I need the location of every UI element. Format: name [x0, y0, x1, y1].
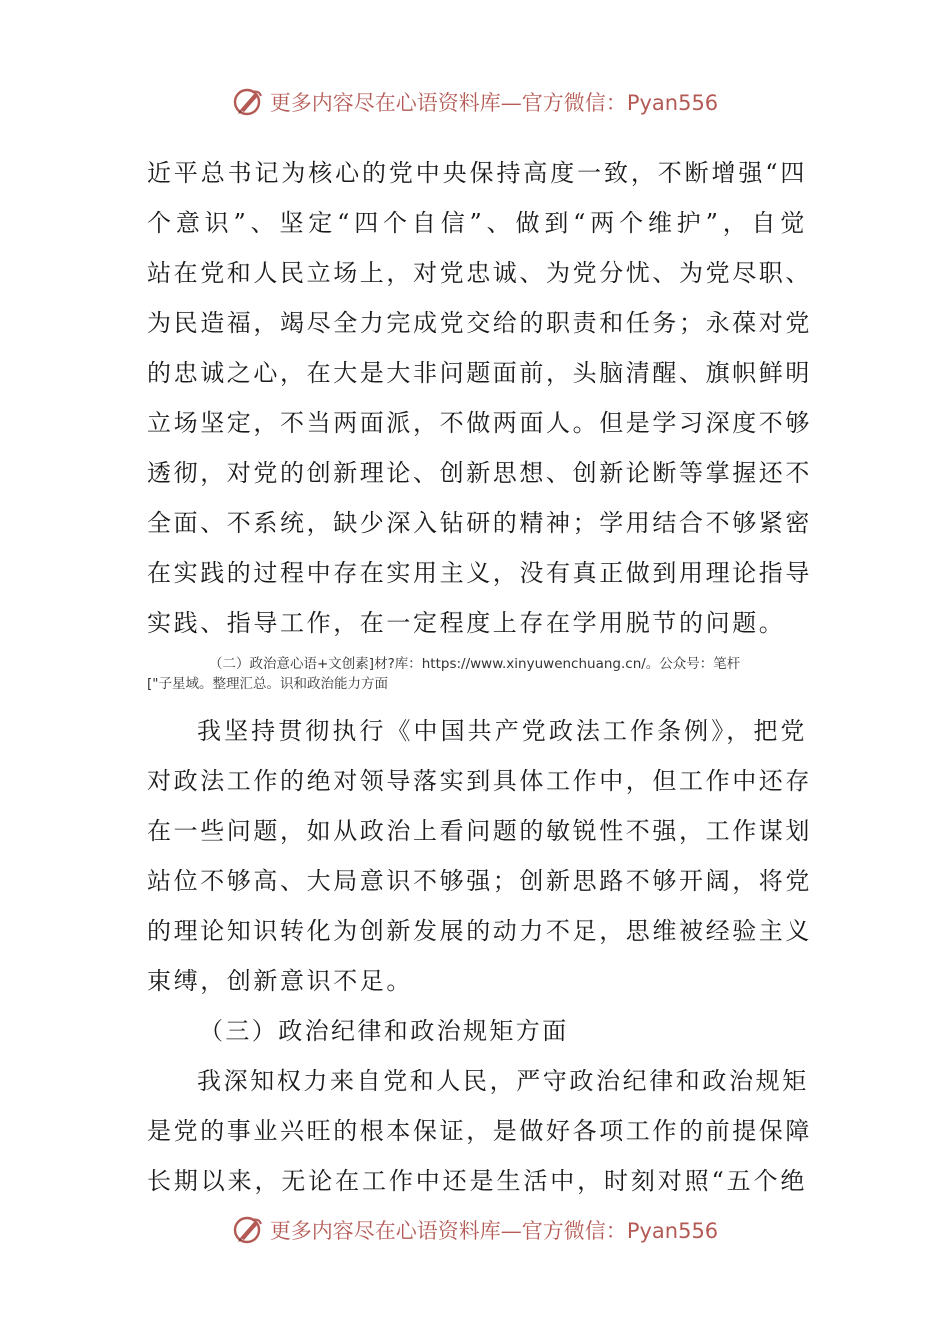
body-line: 立场坚定，不当两面派，不做两面人。但是学习深度不够	[147, 409, 812, 437]
body-line: 为民造福，竭尽全力完成党交给的职责和任务；永葆对党	[147, 309, 812, 337]
watermark-banner-top	[0, 80, 950, 124]
body-line: 是党的事业兴旺的根本保证，是做好各项工作的前提保障	[147, 1117, 812, 1145]
document-body	[147, 148, 812, 1206]
paragraph-1	[147, 148, 812, 648]
body-line: 个意识”、坚定“四个自信”、做到“两个维护”，自觉	[147, 209, 807, 237]
body-line: 在实践的过程中存在实用主义，没有真正做到用理论指导	[147, 559, 812, 587]
watermark-text	[270, 1215, 718, 1245]
body-line: 长期以来，无论在工作中还是生活中，时刻对照“五个绝	[147, 1167, 807, 1195]
body-line: 我深知权力来自党和人民，严守政治纪律和政治规矩	[197, 1067, 809, 1095]
inserted-note	[147, 654, 807, 694]
body-line: 在一些问题，如从政治上看问题的敏锐性不强，工作谋划	[147, 817, 812, 845]
pen-logo-icon	[232, 86, 264, 118]
body-line: 实践、指导工作，在一定程度上存在学用脱节的问题。	[147, 609, 786, 637]
body-line: 站位不够高、大局意识不够强；创新思路不够开阔，将党	[147, 867, 812, 895]
watermark-wechat-id: Pyan556	[626, 1219, 719, 1243]
body-line: 的理论知识转化为创新发展的动力不足，思维被经验主义	[147, 917, 812, 945]
paragraph-2	[147, 706, 812, 1006]
body-line: 我坚持贯彻执行《中国共产党政法工作条例》，把党	[197, 717, 807, 745]
watermark-banner-bottom	[0, 1208, 950, 1252]
note-line: （二）政治意心语+文创素]材?库：https://www.xinyuwenchuang.cn/。公众号：笔杆	[209, 656, 741, 672]
note-line: ["子星域。整理汇总。识和政治能力方面	[147, 676, 388, 692]
body-line: 站在党和人民立场上，对党忠诚、为党分忧、为党尽职、	[147, 259, 812, 287]
body-line: 近平总书记为核心的党中央保持高度一致，不断增强“四	[147, 159, 807, 187]
section-heading-3: （三）政治纪律和政治规矩方面	[199, 1017, 569, 1045]
watermark-text	[270, 87, 718, 117]
body-line: 束缚，创新意识不足。	[147, 967, 413, 995]
body-line: 透彻，对党的创新理论、创新思想、创新论断等掌握还不	[147, 459, 812, 487]
watermark-label: 更多内容尽在心语资料库—官方微信：	[269, 91, 627, 115]
body-line: 全面、不系统，缺少深入钻研的精神；学用结合不够紧密	[147, 509, 812, 537]
body-line: 对政法工作的绝对领导落实到具体工作中，但工作中还存	[147, 767, 812, 795]
watermark-wechat-id: Pyan556	[626, 91, 719, 115]
body-line: 的忠诚之心，在大是大非问题面前，头脑清醒、旗帜鲜明	[147, 359, 812, 387]
paragraph-3	[147, 1056, 812, 1206]
pen-logo-icon	[232, 1214, 264, 1246]
watermark-label: 更多内容尽在心语资料库—官方微信：	[269, 1219, 627, 1243]
